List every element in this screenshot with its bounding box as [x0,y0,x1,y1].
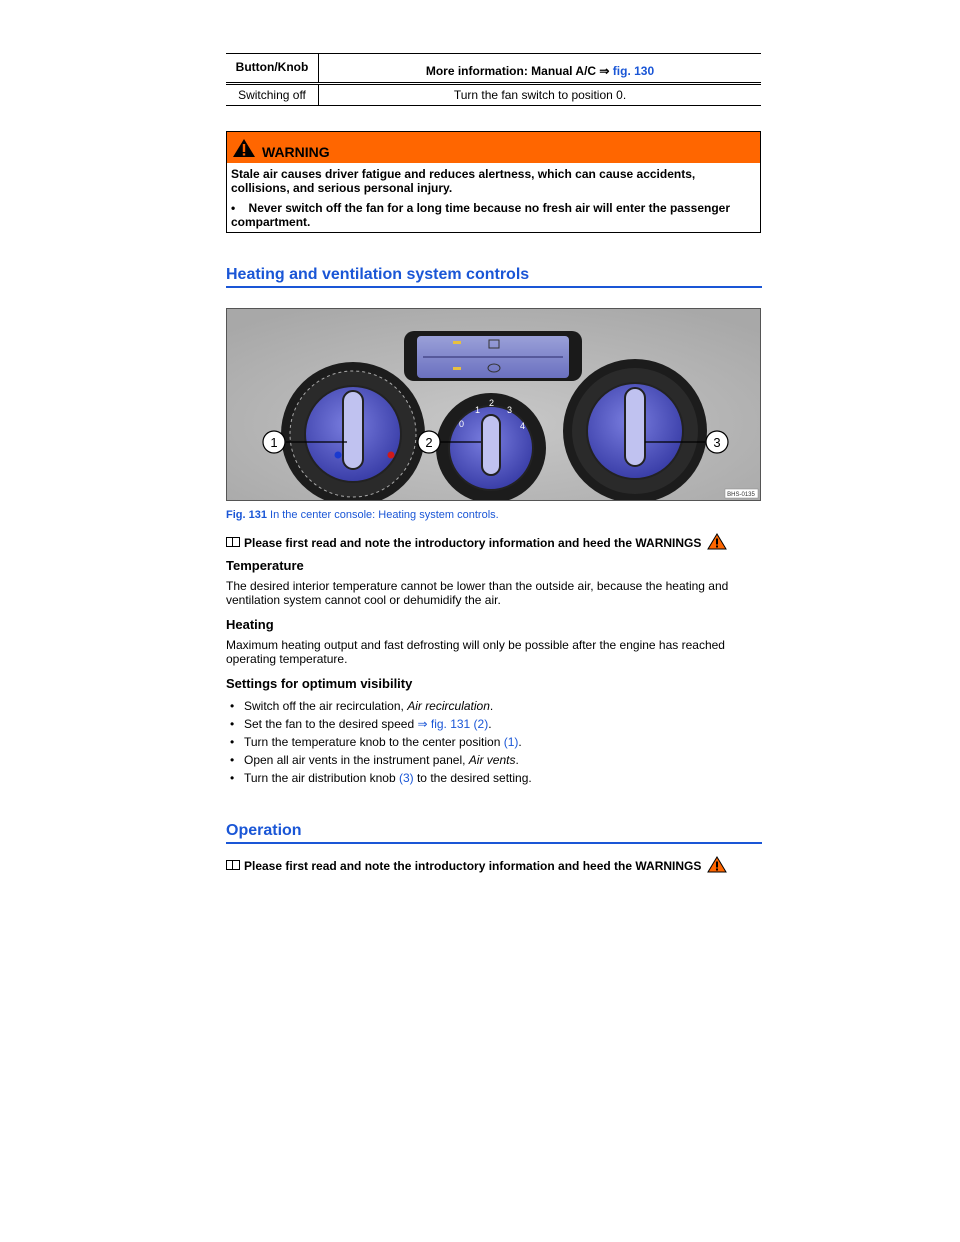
caption-text: In the center console: Heating system controls. [266,509,499,521]
list-item-text-end: . [518,735,522,749]
list-item-text: Set the fan to the desired speed [244,717,418,731]
list-item-emphasis: Air recirculation [407,699,490,713]
warning-text: Stale air causes driver fatigue and reduces alertness, which can cause accidents, collisions, and serious personal injury. [231,167,696,195]
table-header-info [319,54,762,84]
warning-triangle-icon[interactable] [707,856,727,873]
image-code: BHS-0135 [727,492,755,498]
list-item-text: Turn the temperature knob to the center position [244,735,504,749]
intro-note-text: Please first read and note the introductory information and heed the WARNINGS [244,859,702,873]
callout-3: 3 [713,435,721,450]
temperature-heading: Temperature [226,558,304,573]
caption-label: Fig. 131 [226,509,267,521]
table-header-button: Button/Knob [226,54,319,84]
warning-bullet-text: Never switch off the fan for a long time because no fresh air will enter the passenger compartment. [231,201,730,229]
list-item-text-end: to the desired setting. [413,771,532,785]
visibility-heading: Settings for optimum visibility [226,676,413,691]
fig-130-link[interactable]: fig. 130 [612,64,655,78]
section-heading-operation: Operation [226,822,762,844]
table-row [226,84,761,106]
heating-text: Maximum heating output and fast defrosting will only be possible after the engine has reached operating temperature. [226,638,725,666]
intro-note [226,533,727,550]
intro-note [226,856,727,873]
heating-heading: Heating [226,617,274,632]
list-item [226,735,532,749]
warning-box [226,131,761,233]
list-item-text: Open all air vents in the instrument panel, [244,753,469,767]
table-cell-button: Switching off [226,84,319,106]
ref-1-link[interactable]: (1) [503,735,519,749]
manual-page [226,53,761,873]
list-item [226,699,532,713]
book-icon [226,860,240,870]
list-item [226,717,532,731]
intro-note-text: Please first read and note the introductory information and heed the WARNINGS [244,536,702,550]
button-knob-table [226,53,761,106]
list-item-text: Turn the air distribution knob [244,771,399,785]
book-icon [226,537,240,547]
warning-header [227,132,760,163]
warning-bullet: • Never switch off the fan for a long time because no fresh air will enter the passenger compartment. [231,201,730,229]
table-cell-info: Turn the fan switch to position 0. [319,84,762,106]
list-item-text-end: . [515,753,519,767]
fan-label-1: 1 [475,405,481,415]
callout-1: 1 [270,435,278,450]
table-header-info-text: More information: Manual A/C ⇒ [425,64,613,78]
list-item-text: Switch off the air recirculation, [244,699,408,713]
heating-controls-figure [226,308,761,501]
section-heading-controls: Heating and ventilation system controls [226,266,762,288]
list-item-text-end: . [488,717,492,731]
warning-triangle-icon[interactable] [707,533,727,550]
list-item-emphasis: Air vents [468,753,516,767]
fig-131-2-link[interactable]: ⇒ fig. 131 (2) [417,717,489,731]
ref-3-link[interactable]: (3) [398,771,414,785]
visibility-list [226,699,532,789]
warning-triangle-icon [232,138,256,158]
list-item-text-end: . [489,699,494,713]
list-item [226,771,532,785]
callout-2: 2 [425,435,433,450]
fan-label-4: 4 [520,421,526,431]
fan-label-2: 2 [489,398,495,408]
list-item [226,753,532,767]
warning-body [227,163,760,232]
warning-title: WARNING [262,144,330,160]
fan-label-3: 3 [507,405,513,415]
fan-label-0: 0 [459,419,465,429]
heating-controls-illustration [227,309,760,500]
figure-caption [226,509,499,521]
temperature-text: The desired interior temperature cannot be lower than the outside air, because the heating and ventilation system cannot cool or dehumidify the air. [226,579,729,607]
